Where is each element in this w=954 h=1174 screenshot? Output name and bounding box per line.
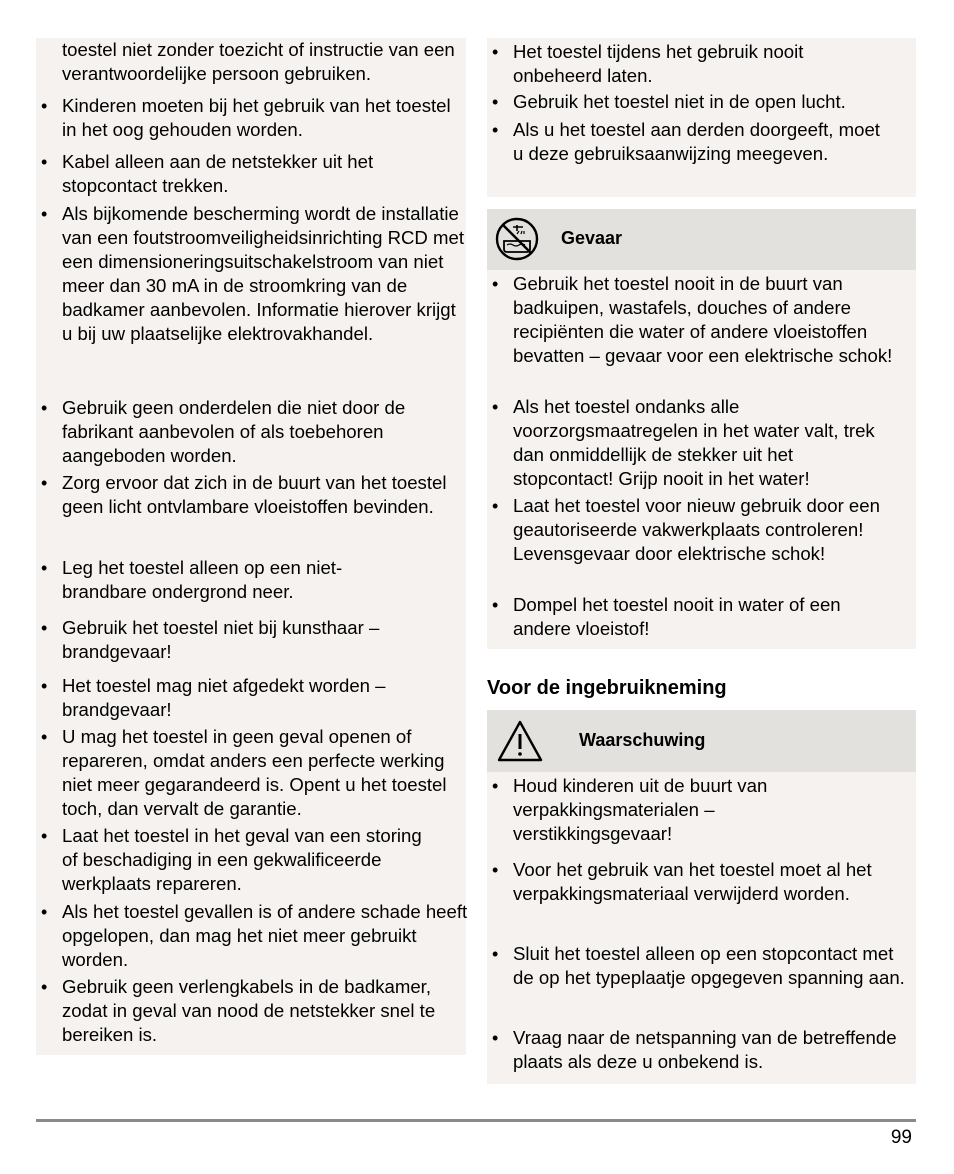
- list-item: • U mag het toestel in geen geval openen of repareren, omdat anders een perfecte werking niet meer gegarandeerd is. Opent u het toestel toch, dan vervalt de garantie.: [36, 725, 466, 821]
- right-top-box: [487, 38, 916, 197]
- list-item: • Als het toestel gevallen is of andere schade heeft opgelopen, dan mag het niet meer gebruikt worden.: [36, 900, 472, 972]
- list-item: • Vraag naar de netspanning van de betreffende plaats als deze u onbekend is.: [487, 1026, 923, 1074]
- list-item: • Kinderen moeten bij het gebruik van het toestel in het oog gehouden worden.: [36, 94, 466, 142]
- list-item: • Het toestel mag niet afgedekt worden – brandgevaar!: [36, 674, 442, 722]
- list-item: • Gebruik het toestel niet in de open lucht.: [487, 90, 913, 114]
- list-item: • Dompel het toestel nooit in water of een andere vloeistof!: [487, 593, 893, 641]
- list-item: • Het toestel tijdens het gebruik nooit onbeheerd laten.: [487, 40, 893, 88]
- list-item: • Voor het gebruik van het toestel moet al het verpakkingsmateriaal verwijderd worden.: [487, 858, 893, 906]
- warning-triangle-icon: [495, 718, 545, 764]
- footer-rule: [36, 1119, 916, 1122]
- list-item: • Leg het toestel alleen op een niet-brandbare ondergrond neer.: [36, 556, 392, 604]
- list-item: • Als bijkomende bescherming wordt de installatie van een foutstroomveiligheidsinrichting RCD met een dimensioneringsuitschakelstroom van niet meer dan 30 mA in de stroomkring van de badkamer aanbevolen. Informatie hierover krijgt u bij uw plaatselijke elektrovakhandel.: [36, 202, 466, 346]
- continuation-text: toestel niet zonder toezicht of instructie van een verantwoordelijke persoon gebruiken.: [62, 39, 455, 84]
- list-item: • Kabel alleen aan de netstekker uit het stopcontact trekken.: [36, 150, 466, 198]
- list-item: • Sluit het toestel alleen op een stopcontact met de op het typeplaatje opgegeven spanning aan.: [487, 942, 913, 990]
- danger-label: Gevaar: [561, 228, 623, 248]
- list-item: • Gebruik geen onderdelen die niet door de fabrikant aanbevolen of als toebehoren aangeboden worden.: [36, 396, 466, 468]
- list-item: • Laat het toestel voor nieuw gebruik door een geautoriseerde vakwerkplaats controleren! Levensgevaar door elektrische schok!: [487, 494, 923, 566]
- list-item: • Gebruik het toestel nooit in de buurt van badkuipen, wastafels, douches of andere recipiënten die water of andere vloeistoffen bevatten – gevaar voor een elektrische schok!: [487, 272, 915, 368]
- danger-header: [487, 209, 916, 270]
- left-column-box: [36, 38, 466, 1055]
- section-title: Voor de ingebruikneming: [487, 677, 727, 699]
- list-item: • Gebruik geen verlengkabels in de badkamer, zodat in geval van nood de netstekker snel te bereiken is.: [36, 975, 442, 1047]
- warning-box: [487, 772, 916, 1084]
- list-item: • Gebruik het toestel niet bij kunsthaar – brandgevaar!: [36, 616, 442, 664]
- no-water-bath-icon: [493, 215, 541, 263]
- list-item: • Zorg ervoor dat zich in de buurt van het toestel geen licht ontvlambare vloeistoffen bevinden.: [36, 471, 466, 519]
- page-number: 99: [890, 1127, 912, 1148]
- warning-header: [487, 710, 916, 772]
- danger-box: [487, 270, 916, 649]
- list-item: • Als het toestel ondanks alle voorzorgsmaatregelen in het water valt, trek dan onmiddellijk de stekker uit het stopcontact! Grijp nooit in het water!: [487, 395, 893, 491]
- warning-label: Waarschuwing: [579, 730, 706, 750]
- list-item: • Laat het toestel in het geval van een storing of beschadiging in een gekwalificeerde werkplaats repareren.: [36, 824, 442, 896]
- list-item: • Houd kinderen uit de buurt van verpakkingsmaterialen – verstikkingsgevaar!: [487, 774, 833, 846]
- list-item: • Als u het toestel aan derden doorgeeft, moet u deze gebruiksaanwijzing meegeven.: [487, 118, 893, 166]
